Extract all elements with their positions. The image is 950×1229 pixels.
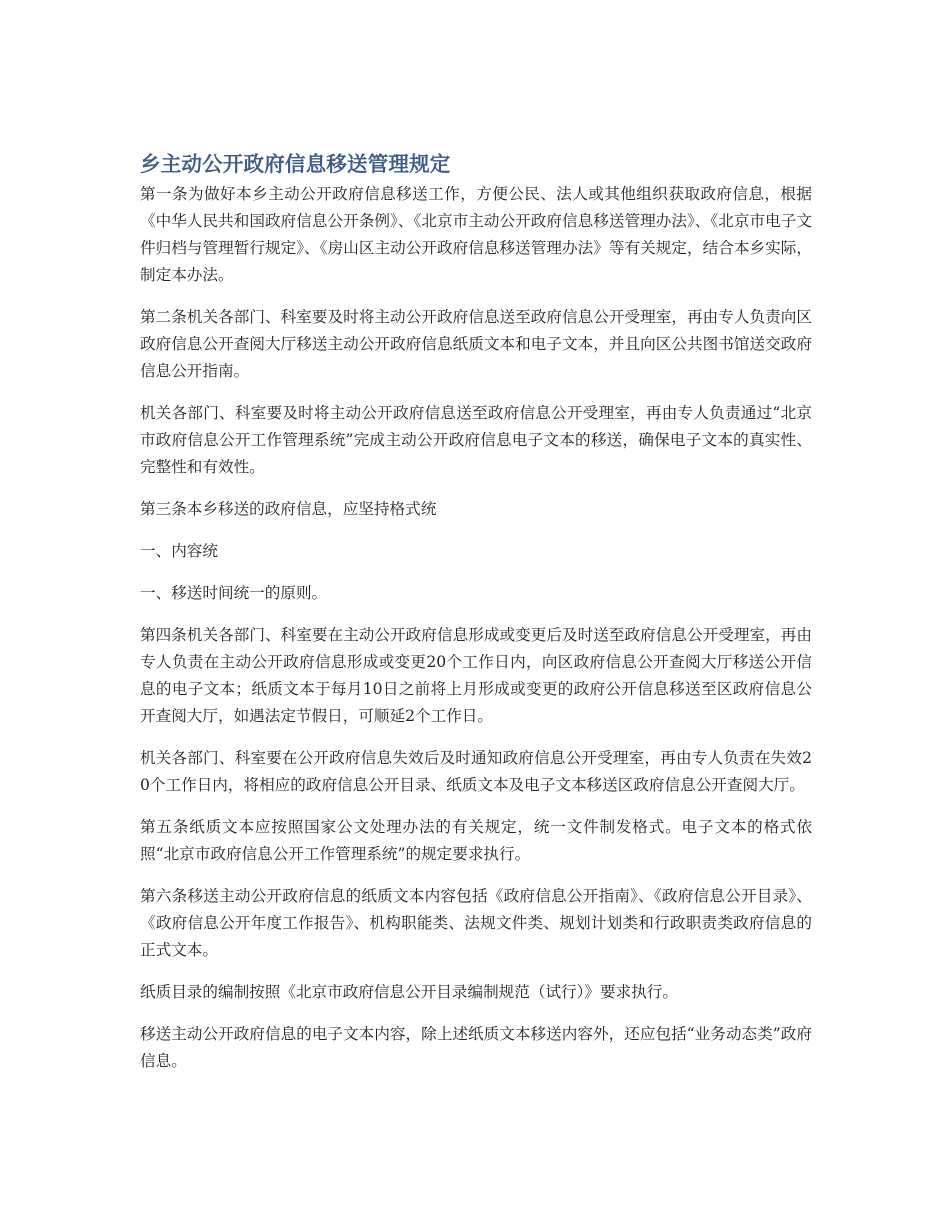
paragraph-article-3-item-1: 一、内容统	[140, 542, 218, 560]
paragraph-article-2: 第二条机关各部门、科室要及时将主动公开政府信息送至政府信息公开受理室，再由专人负责向区政府信息公开查阅大厅移送主动公开政府信息纸质文本和电子文本，并且向区公共图书馆送交政府信息公开指南。	[140, 308, 812, 380]
paragraph-article-3-item-2: 一、移送时间统一的原则。	[140, 584, 328, 602]
paragraph-article-1: 第一条为做好本乡主动公开政府信息移送工作，方便公民、法人或其他组织获取政府信息，根据《中华人民共和国政府信息公开条例》、《北京市主动公开政府信息移送管理办法》、《北京市电子文件归档与管理暂行规定》、《房山区主动公开政府信息移送管理办法》等有关规定，结合本乡实际，制定本办法。	[140, 185, 812, 284]
paragraph-article-4: 第四条机关各部门、科室要在主动公开政府信息形成或变更后及时送至政府信息公开受理室，再由专人负责在主动公开政府信息形成或变更20个工作日内，向区政府信息公开查阅大厅移送公开信息的电子文本；纸质文本于每月10日之前将上月形成或变更的政府公开信息移送至区政府信息公开查阅大厅，如遇法定节假日，可顺延2个工作日。	[140, 626, 812, 725]
document-title: 乡主动公开政府信息移送管理规定	[140, 152, 451, 176]
paragraph-article-6-catalog: 纸质目录的编制按照《北京市政府信息公开目录编制规范（试行）》要求执行。	[140, 983, 678, 1001]
paragraph-article-5: 第五条纸质文本应按照国家公文处理办法的有关规定，统一文件制发格式。电子文本的格式依照“北京市政府信息公开工作管理系统”的规定要求执行。	[140, 818, 812, 863]
paragraph-article-3: 第三条本乡移送的政府信息，应坚持格式统	[140, 500, 437, 518]
paragraph-article-6: 第六条移送主动公开政府信息的纸质文本内容包括《政府信息公开指南》、《政府信息公开目录》、《政府信息公开年度工作报告》、机构职能类、法规文件类、规划计划类和行政职责类政府信息的正式文本。	[140, 887, 812, 959]
document-page	[140, 150, 812, 1090]
paragraph-article-6-electronic: 移送主动公开政府信息的电子文本内容，除上述纸质文本移送内容外，还应包括“业务动态类”政府信息。	[140, 1025, 812, 1070]
paragraph-article-2-cont: 机关各部门、科室要及时将主动公开政府信息送至政府信息公开受理室，再由专人负责通过“北京市政府信息公开工作管理系统”完成主动公开政府信息电子文本的移送，确保电子文本的真实性、完整性和有效性。	[140, 404, 812, 476]
paragraph-article-4-cont: 机关各部门、科室要在公开政府信息失效后及时通知政府信息公开受理室，再由专人负责在失效20个工作日内，将相应的政府信息公开目录、纸质文本及电子文本移送区政府信息公开查阅大厅。	[140, 749, 812, 794]
